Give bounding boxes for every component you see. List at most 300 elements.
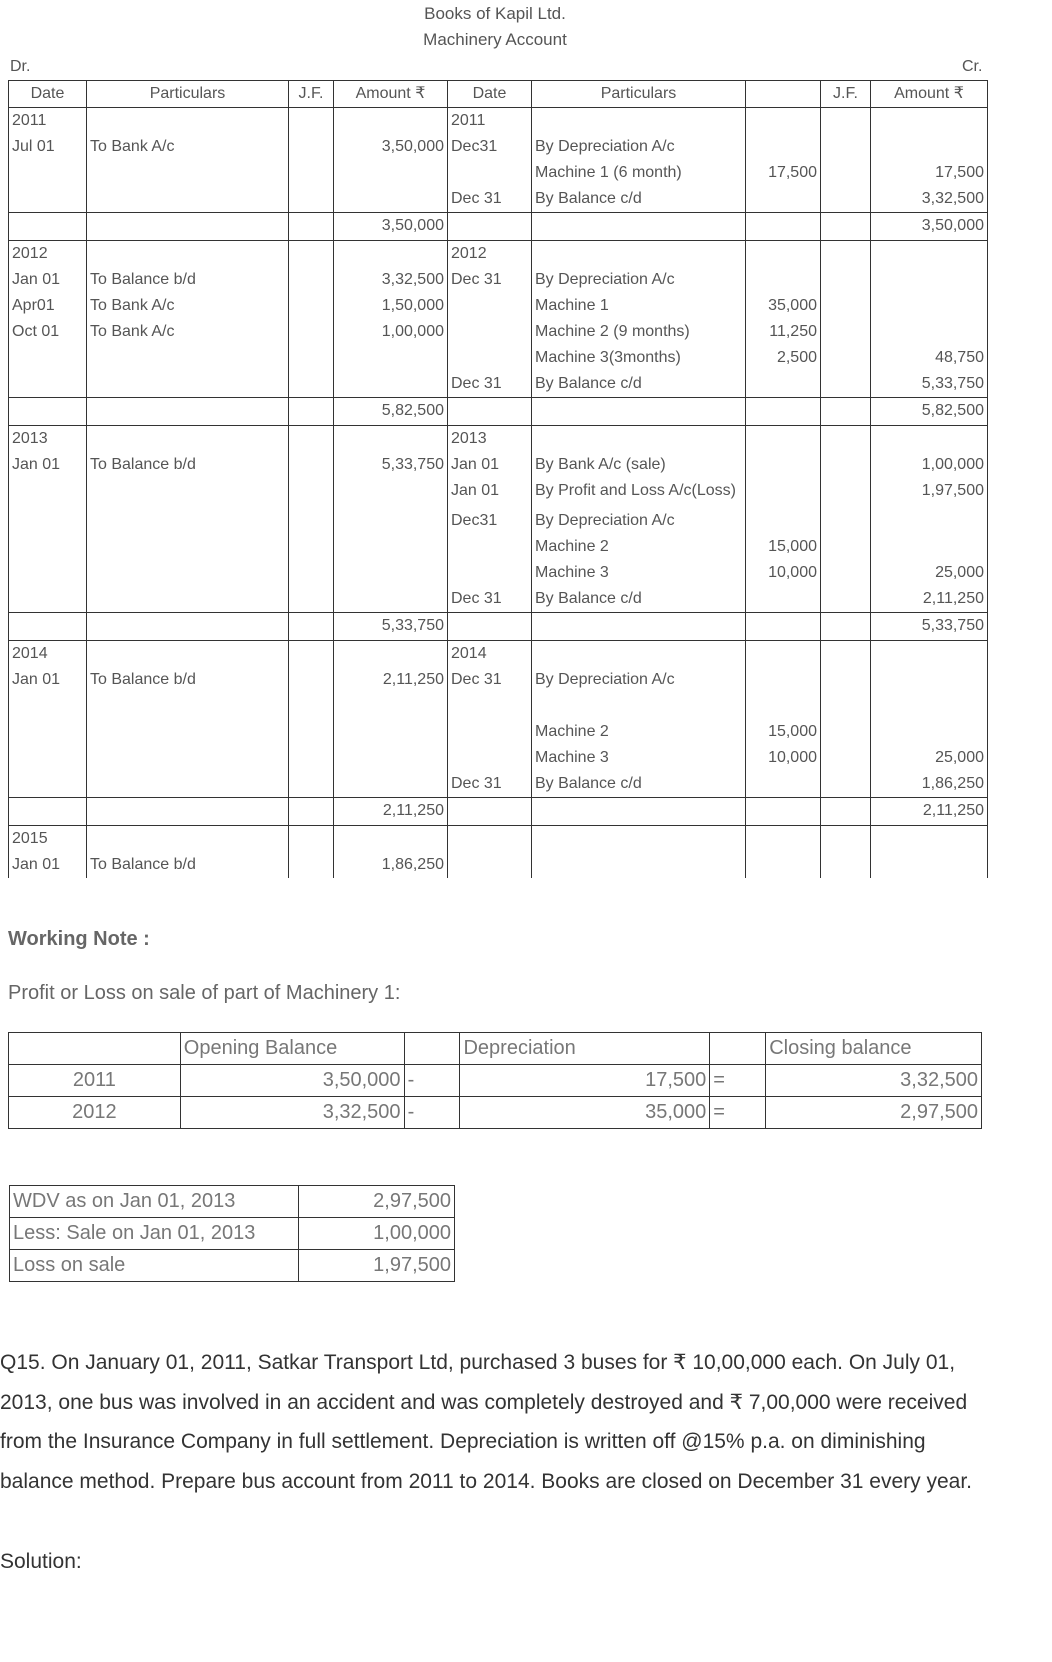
ledger-cell: Machine 1 xyxy=(532,293,746,319)
ledger-cell xyxy=(289,426,334,453)
ledger-cell: To Balance b/d xyxy=(87,452,289,478)
ledger-cell xyxy=(9,586,87,613)
ledger-cell xyxy=(87,241,289,268)
credit-total: 3,50,000 xyxy=(871,213,988,241)
ledger-cell xyxy=(87,398,289,426)
ledger-line xyxy=(9,319,988,345)
credit-total: 5,33,750 xyxy=(871,613,988,641)
ledger-cell xyxy=(87,719,289,745)
ledger-cell: To Bank A/c xyxy=(87,134,289,160)
ledger-total-row xyxy=(9,398,988,426)
ledger-cell xyxy=(334,771,448,798)
ledger-cell xyxy=(746,826,821,853)
ledger-cell xyxy=(532,826,746,853)
ledger-cell xyxy=(289,241,334,268)
ledger-cell xyxy=(289,371,334,398)
ledger-cell: 11,250 xyxy=(746,319,821,345)
ledger-cell: 3,32,500 xyxy=(871,186,988,213)
depreciation-cell: 3,50,000 xyxy=(180,1065,404,1097)
ledger-cell: Jan 01 xyxy=(9,852,87,878)
ledger-cell xyxy=(821,534,871,560)
ledger-cell xyxy=(289,771,334,798)
ledger-cell: Apr01 xyxy=(9,293,87,319)
ledger-cell: Jan 01 xyxy=(9,452,87,478)
ledger-cell: By Bank A/c (sale) xyxy=(532,452,746,478)
column-header: Amount ₹ xyxy=(871,81,988,108)
ledger-cell xyxy=(871,534,988,560)
ledger-cell xyxy=(821,478,871,508)
depreciation-cell: 35,000 xyxy=(460,1097,710,1129)
ledger-line xyxy=(9,241,988,268)
ledger-cell xyxy=(821,771,871,798)
ledger-cell xyxy=(87,745,289,771)
ledger-cell: To Bank A/c xyxy=(87,319,289,345)
ledger-cell xyxy=(448,613,532,641)
ledger-cell xyxy=(9,160,87,186)
ledger-cell: Jan 01 xyxy=(448,452,532,478)
ledger-cell xyxy=(532,426,746,453)
ledger-cell: 35,000 xyxy=(746,293,821,319)
ledger-cell xyxy=(289,508,334,534)
ledger-cell xyxy=(87,534,289,560)
ledger-cell xyxy=(334,508,448,534)
ledger-cell: 10,000 xyxy=(746,560,821,586)
depreciation-cell: 17,500 xyxy=(460,1065,710,1097)
ledger-cell xyxy=(821,798,871,826)
ledger-cell xyxy=(334,426,448,453)
ledger-cell xyxy=(289,134,334,160)
ledger-cell: 17,500 xyxy=(746,160,821,186)
ledger-line xyxy=(9,508,988,534)
ledger-cell xyxy=(448,213,532,241)
ledger-cell xyxy=(532,213,746,241)
ledger-cell xyxy=(821,108,871,135)
depreciation-header xyxy=(404,1033,460,1065)
depreciation-cell: 2,97,500 xyxy=(766,1097,982,1129)
depreciation-cell: 3,32,500 xyxy=(180,1097,404,1129)
ledger-cell xyxy=(821,641,871,668)
ledger-cell xyxy=(334,371,448,398)
ledger-cell xyxy=(871,134,988,160)
ledger-cell: By Balance c/d xyxy=(532,371,746,398)
ledger-cell xyxy=(821,560,871,586)
ledger-cell xyxy=(821,319,871,345)
depreciation-header xyxy=(710,1033,766,1065)
ledger-cell xyxy=(821,826,871,853)
depreciation-cell: 2012 xyxy=(9,1097,181,1129)
ledger-line xyxy=(9,186,988,213)
ledger-cell xyxy=(9,798,87,826)
ledger-cell xyxy=(9,534,87,560)
ledger-cell: 15,000 xyxy=(746,719,821,745)
ledger-cell: Dec 31 xyxy=(448,186,532,213)
ledger-cell xyxy=(87,478,289,508)
depreciation-header: Opening Balance xyxy=(180,1033,404,1065)
ledger-cell: 2012 xyxy=(448,241,532,268)
ledger-total-row xyxy=(9,613,988,641)
ledger-line xyxy=(9,693,988,719)
depreciation-cell: - xyxy=(404,1097,460,1129)
depreciation-cell: = xyxy=(710,1097,766,1129)
ledger-cell xyxy=(448,719,532,745)
ledger-cell: 2013 xyxy=(448,426,532,453)
ledger-cell: 2012 xyxy=(9,241,87,268)
depreciation-header: Closing balance xyxy=(766,1033,982,1065)
ledger-cell xyxy=(334,241,448,268)
ledger-cell xyxy=(448,560,532,586)
ledger-cell: By Depreciation A/c xyxy=(532,134,746,160)
ledger-line xyxy=(9,426,988,453)
wdv-row xyxy=(10,1250,455,1282)
ledger-cell xyxy=(746,426,821,453)
ledger-total-row xyxy=(9,213,988,241)
ledger-cell: By Balance c/d xyxy=(532,771,746,798)
working-note-title: Working Note : xyxy=(8,928,150,950)
credit-total: 5,82,500 xyxy=(871,398,988,426)
ledger-cell xyxy=(821,613,871,641)
question-text: Q15. On January 01, 2011, Satkar Transport Ltd, purchased 3 buses for ₹ 10,00,000 each. On July 01, 2013, one bus was involved in an accident and was completely destroyed and ₹ 7,00,000 were received from the Insurance Company in full settlement. Depreciation is written off @15% p.a. on diminishing balance method. Prepare bus account from 2011 to 2014. Books are closed on December 31 every year. xyxy=(0,1351,973,1493)
ledger-cell xyxy=(746,108,821,135)
ledger-cell xyxy=(746,478,821,508)
ledger-cell xyxy=(821,186,871,213)
column-header: J.F. xyxy=(821,81,871,108)
account-title: Machinery Account xyxy=(423,30,567,49)
ledger-cell xyxy=(289,826,334,853)
ledger-line xyxy=(9,534,988,560)
ledger-cell xyxy=(746,186,821,213)
ledger-cell: To Balance b/d xyxy=(87,667,289,693)
column-header: J.F. xyxy=(289,81,334,108)
ledger-cell xyxy=(87,771,289,798)
ledger-cell xyxy=(289,534,334,560)
ledger-cell xyxy=(871,641,988,668)
ledger-cell xyxy=(448,345,532,371)
ledger-cell: 2,11,250 xyxy=(871,586,988,613)
working-note-subtitle: Profit or Loss on sale of part of Machinery 1: xyxy=(8,982,401,1004)
ledger-cell xyxy=(532,241,746,268)
ledger-cell xyxy=(334,186,448,213)
ledger-cell: Jan 01 xyxy=(9,267,87,293)
ledger-cell xyxy=(746,134,821,160)
wdv-cell: Loss on sale xyxy=(10,1250,299,1282)
ledger-total-row xyxy=(9,798,988,826)
ledger-cell xyxy=(289,693,334,719)
cr-label: Cr. xyxy=(962,58,983,75)
ledger-cell: By Balance c/d xyxy=(532,186,746,213)
ledger-cell xyxy=(9,560,87,586)
ledger-cell: Machine 3(3months) xyxy=(532,345,746,371)
wdv-row xyxy=(10,1186,455,1218)
depreciation-cell: 2011 xyxy=(9,1065,181,1097)
debit-total: 2,11,250 xyxy=(334,798,448,826)
ledger-cell xyxy=(821,160,871,186)
depreciation-table xyxy=(8,1032,982,1129)
ledger-cell xyxy=(821,398,871,426)
ledger-cell: 3,32,500 xyxy=(334,267,448,293)
ledger-cell xyxy=(871,108,988,135)
column-header: Amount ₹ xyxy=(334,81,448,108)
ledger-cell: 2011 xyxy=(448,108,532,135)
ledger-cell xyxy=(289,641,334,668)
ledger-cell xyxy=(746,693,821,719)
ledger-cell: Dec 31 xyxy=(448,267,532,293)
wdv-row xyxy=(10,1218,455,1250)
ledger-cell: 10,000 xyxy=(746,745,821,771)
ledger-cell xyxy=(821,267,871,293)
wdv-cell: WDV as on Jan 01, 2013 xyxy=(10,1186,299,1218)
ledger-cell xyxy=(9,371,87,398)
ledger-cell: Dec31 xyxy=(448,134,532,160)
ledger-cell: Dec 31 xyxy=(448,667,532,693)
ledger-cell xyxy=(9,719,87,745)
ledger-cell: Machine 2 xyxy=(532,719,746,745)
ledger-cell: Dec 31 xyxy=(448,771,532,798)
column-header: Date xyxy=(9,81,87,108)
ledger-cell: Jan 01 xyxy=(448,478,532,508)
ledger-cell: Jul 01 xyxy=(9,134,87,160)
column-header xyxy=(746,81,821,108)
ledger-cell xyxy=(334,108,448,135)
ledger-cell xyxy=(87,345,289,371)
ledger-line xyxy=(9,586,988,613)
ledger-cell xyxy=(871,667,988,693)
ledger-cell xyxy=(821,586,871,613)
ledger-cell xyxy=(289,478,334,508)
ledger-cell: 2014 xyxy=(9,641,87,668)
ledger-cell xyxy=(9,771,87,798)
ledger-cell xyxy=(334,719,448,745)
ledger-cell xyxy=(87,613,289,641)
ledger-line xyxy=(9,267,988,293)
ledger-cell xyxy=(289,798,334,826)
ledger-cell xyxy=(871,426,988,453)
ledger-cell xyxy=(532,641,746,668)
ledger-cell xyxy=(746,398,821,426)
depreciation-cell: 3,32,500 xyxy=(766,1065,982,1097)
ledger-cell xyxy=(289,452,334,478)
ledger-line xyxy=(9,745,988,771)
ledger-cell: By Depreciation A/c xyxy=(532,508,746,534)
ledger-line xyxy=(9,134,988,160)
ledger-cell xyxy=(746,852,821,878)
ledger-cell xyxy=(9,345,87,371)
ledger-line xyxy=(9,160,988,186)
ledger-cell: By Depreciation A/c xyxy=(532,267,746,293)
ledger-cell xyxy=(448,293,532,319)
depreciation-cell: - xyxy=(404,1065,460,1097)
ledger-cell xyxy=(871,719,988,745)
ledger-cell: 5,33,750 xyxy=(334,452,448,478)
ledger-cell xyxy=(871,852,988,878)
ledger-cell xyxy=(532,693,746,719)
ledger-cell xyxy=(746,798,821,826)
ledger-cell: By Depreciation A/c xyxy=(532,667,746,693)
ledger-cell xyxy=(746,771,821,798)
ledger-cell: 2015 xyxy=(9,826,87,853)
ledger-cell xyxy=(289,613,334,641)
ledger-cell xyxy=(87,826,289,853)
wdv-cell: 1,00,000 xyxy=(299,1218,455,1250)
debit-total: 5,33,750 xyxy=(334,613,448,641)
ledger-cell xyxy=(87,160,289,186)
ledger-cell xyxy=(821,293,871,319)
ledger-cell xyxy=(821,371,871,398)
ledger-line xyxy=(9,345,988,371)
ledger-cell: 2014 xyxy=(448,641,532,668)
ledger-cell xyxy=(289,319,334,345)
ledger-line xyxy=(9,719,988,745)
depreciation-header-row xyxy=(9,1033,982,1065)
ledger-cell: Jan 01 xyxy=(9,667,87,693)
ledger-cell xyxy=(9,693,87,719)
ledger-cell xyxy=(746,452,821,478)
ledger-cell xyxy=(821,667,871,693)
ledger-cell xyxy=(87,186,289,213)
ledger-line xyxy=(9,826,988,853)
ledger-cell: To Balance b/d xyxy=(87,267,289,293)
ledger-cell: 2013 xyxy=(9,426,87,453)
column-header: Particulars xyxy=(532,81,746,108)
ledger-cell xyxy=(821,241,871,268)
ledger-line xyxy=(9,667,988,693)
ledger-line xyxy=(9,560,988,586)
ledger-cell xyxy=(87,108,289,135)
ledger-cell xyxy=(334,160,448,186)
ledger-cell: 1,97,500 xyxy=(871,478,988,508)
ledger-cell: By Balance c/d xyxy=(532,586,746,613)
ledger-cell: By Profit and Loss A/c(Loss) xyxy=(532,478,746,508)
ledger-cell: To Bank A/c xyxy=(87,293,289,319)
ledger-cell xyxy=(289,745,334,771)
ledger-cell xyxy=(532,852,746,878)
ledger-cell xyxy=(9,508,87,534)
ledger-cell xyxy=(821,213,871,241)
depreciation-row xyxy=(9,1097,982,1129)
depreciation-header: Depreciation xyxy=(460,1033,710,1065)
ledger-cell: Machine 2 (9 months) xyxy=(532,319,746,345)
ledger-cell xyxy=(87,798,289,826)
ledger-cell xyxy=(746,267,821,293)
company-title: Books of Kapil Ltd. xyxy=(424,4,566,23)
ledger-cell xyxy=(334,534,448,560)
ledger-cell xyxy=(289,667,334,693)
ledger-cell xyxy=(289,293,334,319)
ledger-cell xyxy=(9,478,87,508)
ledger-cell: To Balance b/d xyxy=(87,852,289,878)
ledger-cell xyxy=(821,508,871,534)
ledger-cell: 25,000 xyxy=(871,745,988,771)
ledger-cell xyxy=(821,345,871,371)
ledger-cell xyxy=(746,586,821,613)
ledger-cell: 2,500 xyxy=(746,345,821,371)
ledger-cell xyxy=(871,826,988,853)
ledger-line xyxy=(9,478,988,508)
ledger-cell: 2011 xyxy=(9,108,87,135)
ledger-cell xyxy=(289,398,334,426)
dr-label: Dr. xyxy=(10,58,31,75)
ledger-cell: Machine 3 xyxy=(532,745,746,771)
ledger-cell xyxy=(448,826,532,853)
ledger-cell: Dec 31 xyxy=(448,586,532,613)
ledger-cell xyxy=(334,826,448,853)
ledger-cell xyxy=(871,693,988,719)
ledger-cell xyxy=(9,398,87,426)
ledger-cell: 1,86,250 xyxy=(334,852,448,878)
ledger-cell xyxy=(87,560,289,586)
ledger-cell: 48,750 xyxy=(871,345,988,371)
ledger-cell: 1,50,000 xyxy=(334,293,448,319)
ledger-cell xyxy=(334,641,448,668)
ledger-cell xyxy=(448,160,532,186)
wdv-cell: Less: Sale on Jan 01, 2013 xyxy=(10,1218,299,1250)
ledger-cell xyxy=(532,398,746,426)
ledger-cell xyxy=(87,213,289,241)
ledger-cell xyxy=(334,693,448,719)
ledger-cell xyxy=(289,213,334,241)
ledger-cell xyxy=(448,398,532,426)
wdv-cell: 1,97,500 xyxy=(299,1250,455,1282)
ledger-cell xyxy=(289,160,334,186)
ledger-cell xyxy=(9,745,87,771)
ledger-cell: 25,000 xyxy=(871,560,988,586)
ledger-line xyxy=(9,293,988,319)
ledger-cell xyxy=(9,213,87,241)
ledger-cell xyxy=(821,452,871,478)
ledger-cell xyxy=(9,186,87,213)
column-header: Date xyxy=(448,81,532,108)
column-header: Particulars xyxy=(87,81,289,108)
ledger-cell xyxy=(871,241,988,268)
ledger-cell xyxy=(289,267,334,293)
ledger-line xyxy=(9,852,988,878)
ledger-cell: Dec31 xyxy=(448,508,532,534)
ledger-cell xyxy=(334,478,448,508)
ledger-cell xyxy=(334,745,448,771)
ledger-cell xyxy=(87,693,289,719)
ledger-line xyxy=(9,771,988,798)
ledger-cell xyxy=(821,693,871,719)
ledger-cell xyxy=(289,186,334,213)
ledger-cell xyxy=(746,241,821,268)
ledger-cell: 1,86,250 xyxy=(871,771,988,798)
ledger-cell xyxy=(334,586,448,613)
ledger-cell xyxy=(746,213,821,241)
ledger-cell: 15,000 xyxy=(746,534,821,560)
ledger-cell xyxy=(746,613,821,641)
ledger-cell xyxy=(532,108,746,135)
ledger-line xyxy=(9,641,988,668)
ledger-cell xyxy=(871,508,988,534)
ledger-cell xyxy=(87,641,289,668)
ledger-cell: 2,11,250 xyxy=(334,667,448,693)
ledger-cell xyxy=(289,719,334,745)
credit-total: 2,11,250 xyxy=(871,798,988,826)
machinery-account-ledger xyxy=(8,80,988,878)
ledger-cell xyxy=(821,719,871,745)
ledger-cell xyxy=(821,134,871,160)
ledger-cell: Machine 1 (6 month) xyxy=(532,160,746,186)
ledger-cell xyxy=(821,426,871,453)
ledger-cell xyxy=(532,613,746,641)
ledger-cell xyxy=(9,613,87,641)
depreciation-cell: = xyxy=(710,1065,766,1097)
ledger-cell xyxy=(289,345,334,371)
ledger-cell: 1,00,000 xyxy=(334,319,448,345)
ledger-cell xyxy=(821,852,871,878)
ledger-cell xyxy=(746,371,821,398)
ledger-cell xyxy=(289,852,334,878)
ledger-header-row xyxy=(9,81,988,108)
